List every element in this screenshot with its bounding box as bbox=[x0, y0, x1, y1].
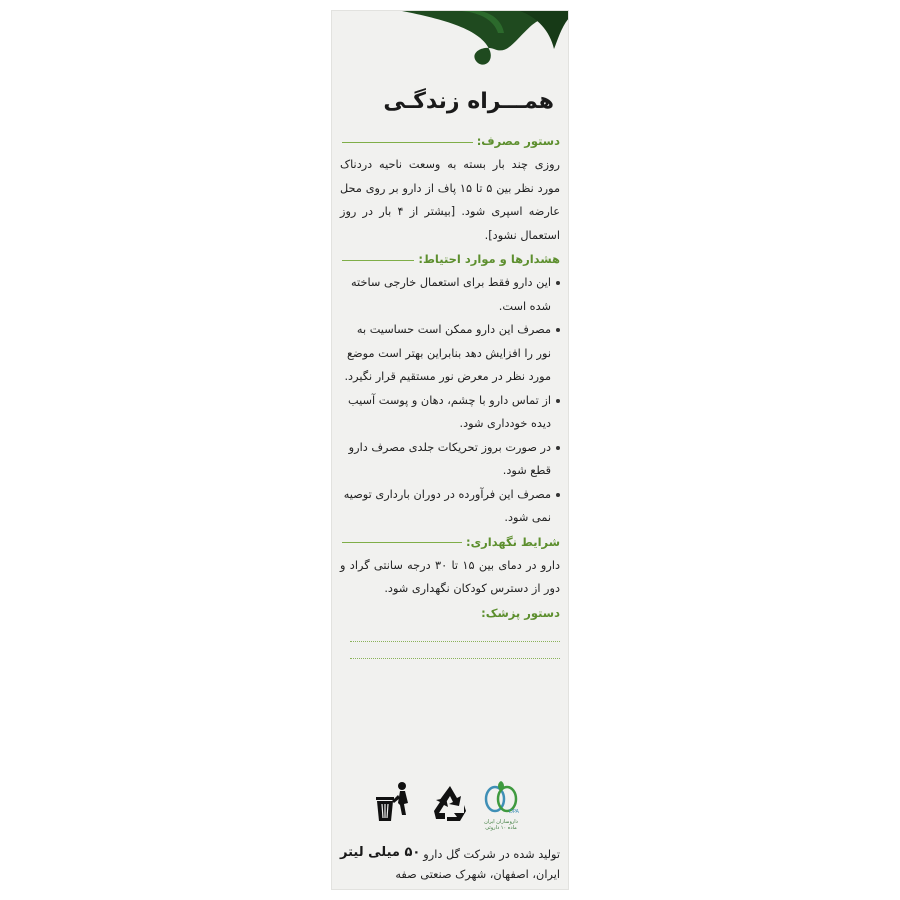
dpa-logo-block bbox=[480, 777, 522, 831]
doctor-dotted-line bbox=[350, 658, 560, 659]
usage-text: روزی چند بار بسته به وسعت ناحیه دردناک مورد نظر بین ۵ تا ۱۵ پاف از دارو بر روی محل عارضه اسپری شود. [بیشتر از ۴ بار در روز استعمال نشود]. bbox=[340, 158, 560, 242]
usage-heading: دستور مصرف: bbox=[476, 134, 560, 149]
trash-disposal-icon bbox=[372, 781, 414, 825]
volume-label: ۵۰ میلی لیتر bbox=[340, 845, 421, 860]
usage-heading-row bbox=[340, 131, 560, 153]
warning-item: این دارو فقط برای استعمال خارجی ساخته شده است. bbox=[340, 271, 560, 318]
warnings-heading: هشدارها و موارد احتیاط: bbox=[418, 252, 560, 267]
leaflet-content bbox=[340, 129, 560, 659]
warning-item: مصرف این فرآورده در دوران بارداری توصیه نمی شود. bbox=[340, 483, 560, 530]
dpa-caption: داروسازان ایران ماده ۱۰ داروئی bbox=[484, 819, 518, 831]
recycle-icon bbox=[430, 783, 470, 823]
warning-item: مصرف این دارو ممکن است حساسیت به نور را افزایش دهد بنابراین بهتر است موضع مورد نظر در معرض نور مستقیم قرار نگیرد. bbox=[340, 318, 560, 389]
warnings-heading-row bbox=[340, 249, 560, 271]
storage-text: دارو در دمای بین ۱۵ تا ۳۰ درجه سانتی گراد و دور از دسترس کودکان نگهداری شود. bbox=[340, 558, 560, 595]
svg-text:DPA: DPA bbox=[509, 809, 519, 815]
warning-item: در صورت بروز تحریکات جلدی مصرف دارو قطع شود. bbox=[340, 436, 560, 483]
heading-underline bbox=[342, 260, 414, 261]
manufacturer-address: ایران، اصفهان، شهرک صنعتی صفه bbox=[395, 868, 560, 881]
heading-underline bbox=[342, 142, 473, 143]
heading-underline bbox=[342, 542, 462, 543]
package-side-panel bbox=[331, 10, 569, 890]
doctor-heading: دستور پزشک: bbox=[481, 605, 560, 620]
brand-slogan: همـــراه زندگـی bbox=[383, 89, 554, 114]
dpa-logo bbox=[483, 777, 519, 817]
leaf-swirl-decoration bbox=[332, 11, 569, 81]
manufacturer-line: تولید شده در شرکت گل دارو bbox=[423, 848, 560, 861]
warning-item: از تماس دارو با چشم، دهان و پوست آسیب دیده خودداری شود. bbox=[340, 389, 560, 436]
storage-heading-row bbox=[340, 532, 560, 554]
storage-heading: شرایط نگهداری: bbox=[466, 534, 560, 549]
warnings-list bbox=[340, 271, 560, 530]
doctor-heading-row bbox=[340, 603, 560, 625]
doctor-dotted-line bbox=[350, 641, 560, 642]
